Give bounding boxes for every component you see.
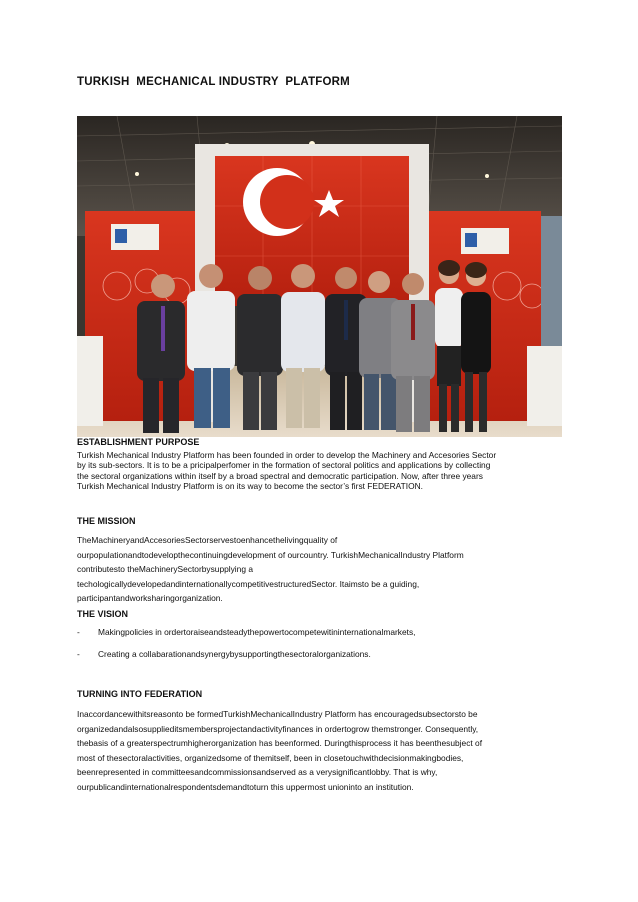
establishment-line: the sectoral organizations within itself by a broad spectral and democratic participation. Now, after three years — [77, 470, 483, 481]
mission-line: techologicallydevelopedandinternationallycompetitivestructuredSector. Itaimsto be a guiding, — [77, 578, 420, 589]
mission-line: contributesto theMachinerySectorbysupplying a — [77, 564, 253, 575]
federation-heading: TURNING INTO FEDERATION — [77, 689, 203, 699]
vision-item-text: Makingpolicies in ordertoraiseandsteadythepowertocompetewitininternationalmarkets, — [98, 627, 416, 637]
mission-line: participantandworksharingorganization. — [77, 593, 223, 604]
bullet-marker: - — [77, 627, 80, 637]
mission-line: TheMachineryandAccesoriesSectorservestoenhancethelivingquality of — [77, 535, 338, 545]
vision-item — [77, 649, 371, 689]
mission-paragraph — [77, 533, 567, 606]
federation-line: organizedandalsosupplieditsmembersprojectandactivityfinances in ordertogrow themstronger. Consequently, — [77, 723, 479, 734]
vision-heading: THE VISION — [77, 609, 129, 619]
federation-line: most of thesectoralactivities, organizedsome of themitself, been in closetouchwithdecisionmakingbodies, — [77, 752, 464, 763]
group-photo — [77, 116, 562, 437]
bullet-marker: - — [77, 649, 80, 659]
establishment-line: Turkish Mechanical Industry Platform is on its way to become the sector’s first FEDERATION. — [77, 481, 423, 492]
vision-item-text: Creating a collabarationandsynergybysupportingthesectoralorganizations. — [98, 649, 371, 659]
establishment-paragraph — [77, 450, 567, 492]
federation-paragraph — [77, 707, 567, 795]
federation-line: beenrepresented in committeesandcommissionsandserved as a verysignificantlobby. That is why, — [77, 767, 438, 778]
mission-line: ourpopulationandtodevelopthecontinuingdevelopment of ourcountry. TurkishMechanicalIndustry Platform — [77, 549, 464, 560]
establishment-line: Turkish Mechanical Industry Platform has been founded in order to develop the Machinery and Accesories Sector — [77, 450, 497, 460]
establishment-line: by its sub-sectors. It is to be a pricipalperfomer in the formation of sectoral politics and applications by collecting — [77, 460, 491, 471]
establishment-heading: ESTABLISHMENT PURPOSE — [77, 437, 200, 447]
exhibition-stand-illustration — [77, 116, 562, 437]
federation-line: Inaccordancewithitsreasonto be formedTurkishMechanicalIndustry Platform has encouragedsubsectorsto be — [77, 709, 478, 719]
federation-line: ourpublicandinternationalrespondentsdemandtoturn this uppermost unioninto an institution. — [77, 781, 414, 792]
document-title: TURKISH MECHANICAL INDUSTRY PLATFORM — [77, 76, 350, 88]
mission-heading: THE MISSION — [77, 516, 136, 526]
federation-line: thebasis of a greaterspectrumhigherorganization has beenformed. Duringthisprocess it has beenthesubject of — [77, 738, 483, 749]
